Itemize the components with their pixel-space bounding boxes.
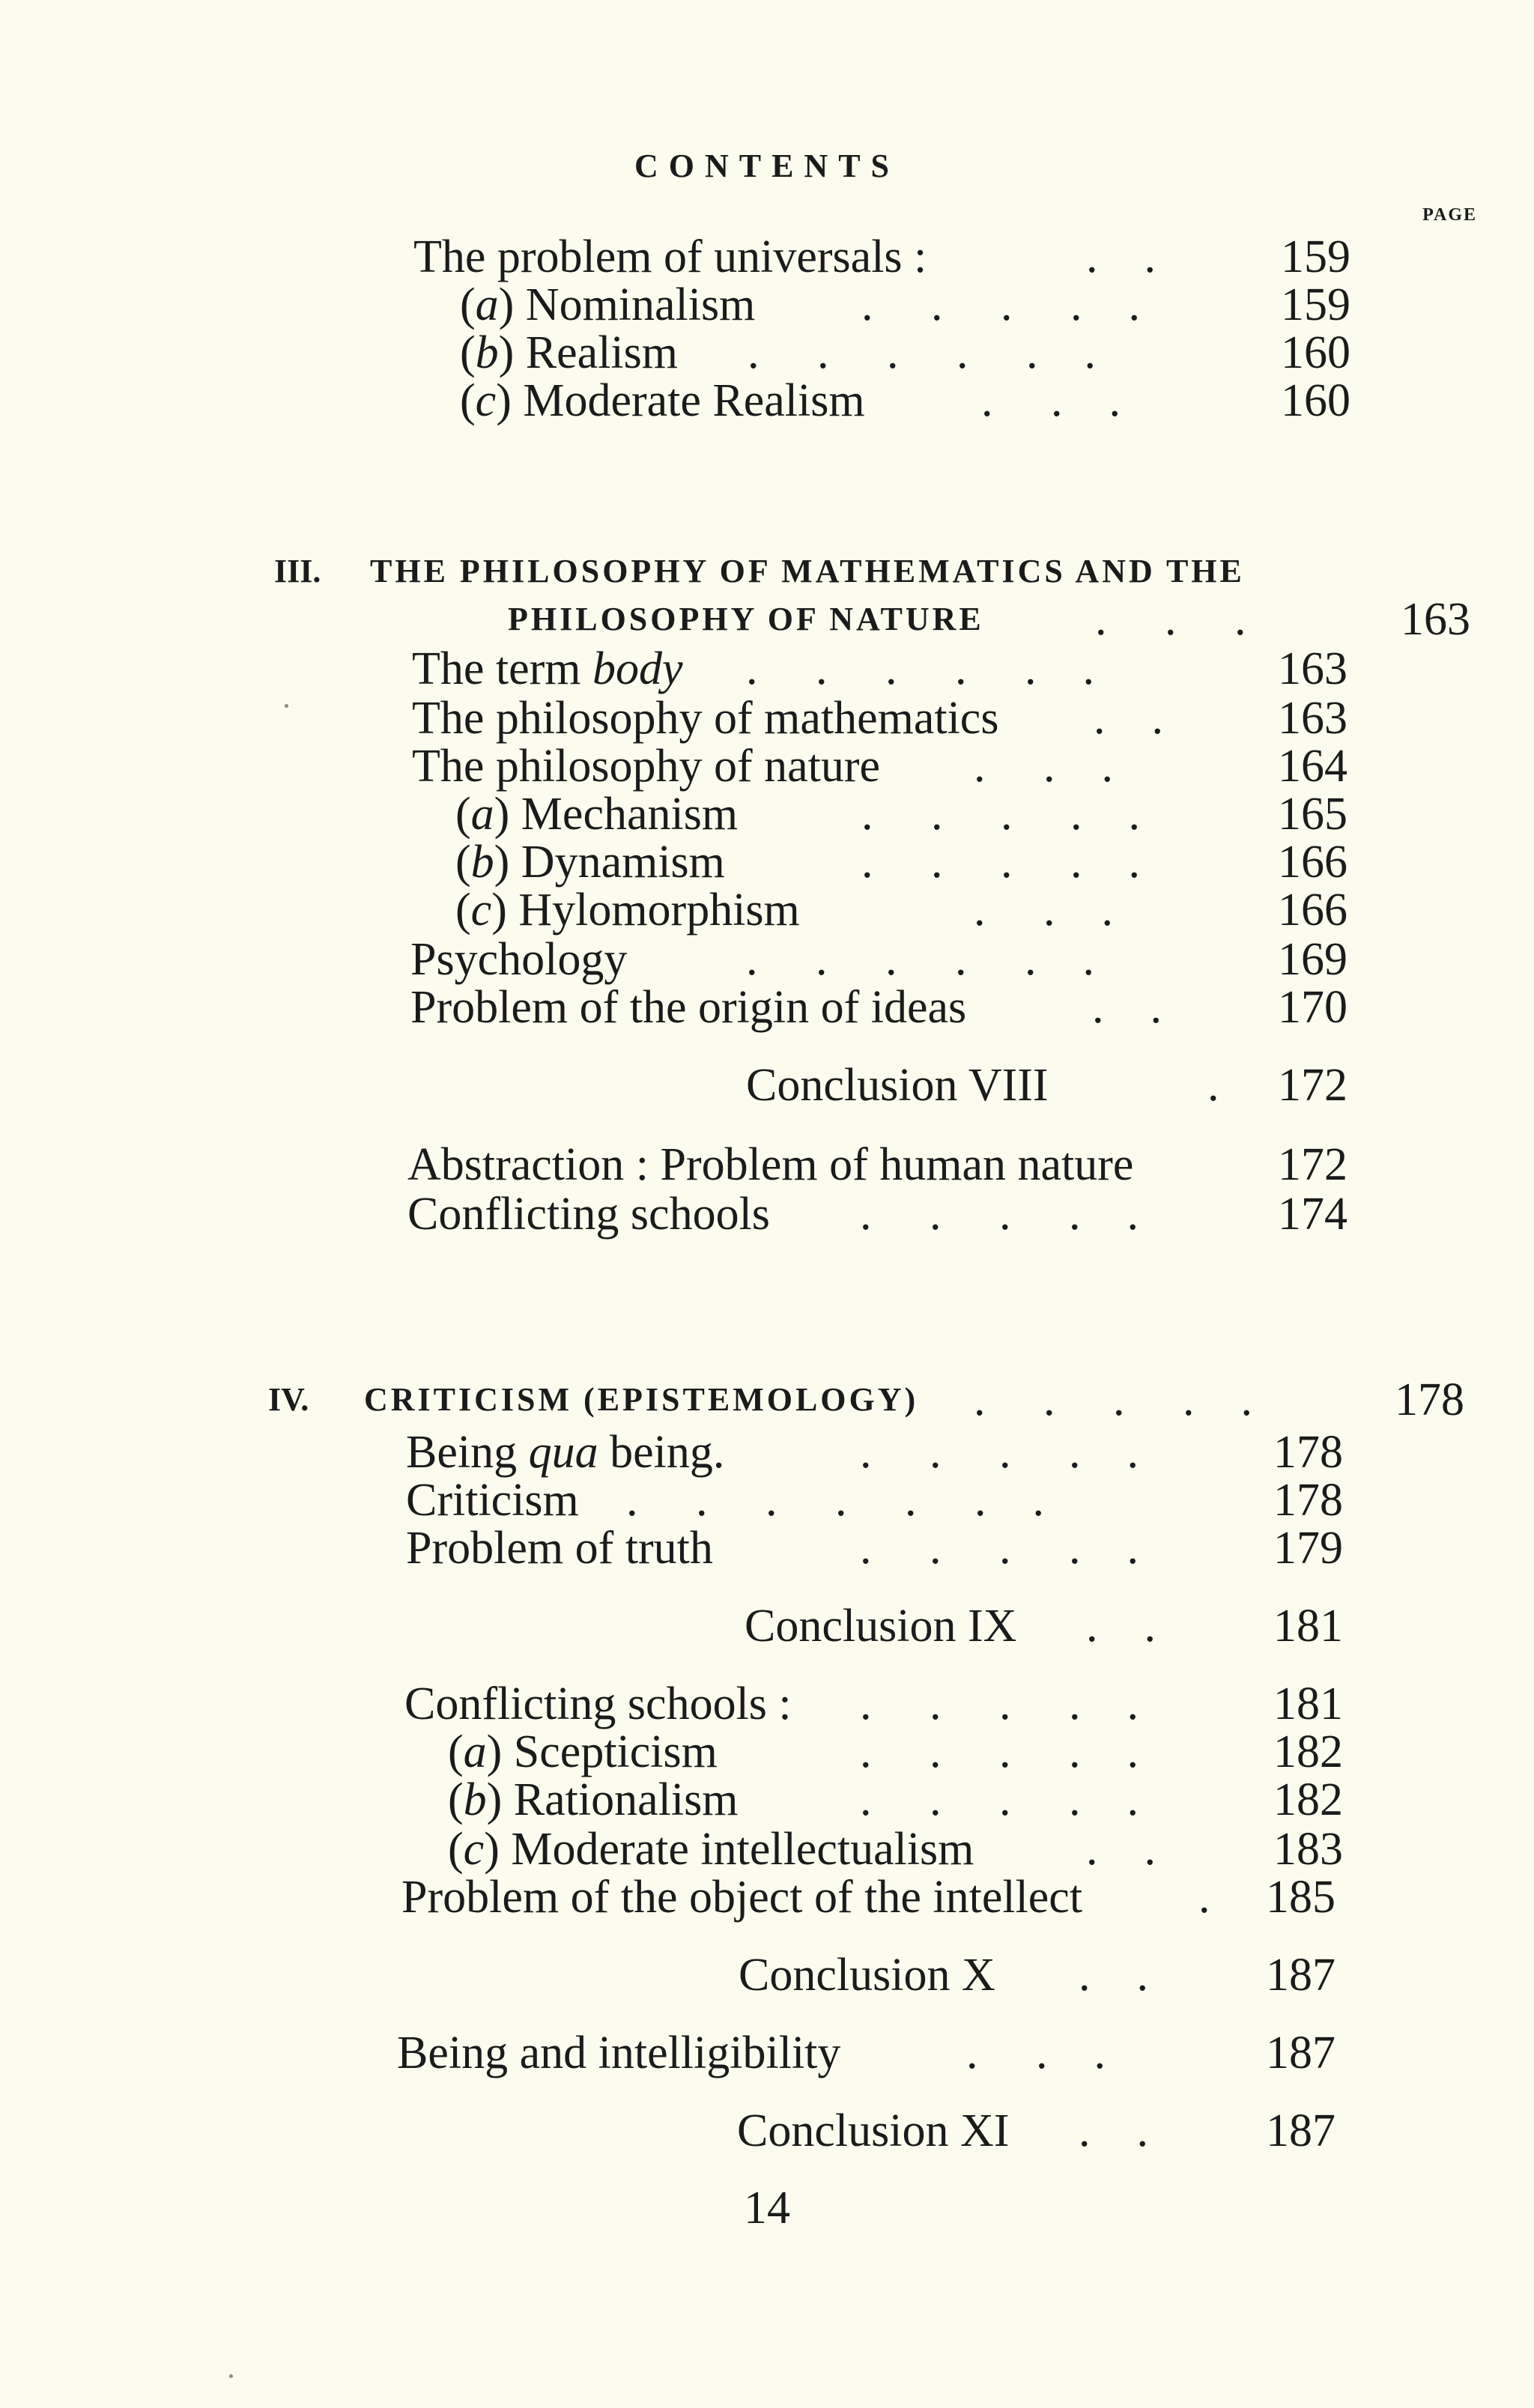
toc-entry: The problem of universals : [413, 231, 927, 282]
toc-entry: Criticism [406, 1475, 579, 1526]
toc-entry: Conflicting schools [407, 1189, 770, 1240]
toc-entry: Problem of the object of the intellect [401, 1872, 1083, 1923]
toc-page-number: 172 [1278, 1139, 1347, 1190]
toc-entry: Problem of truth [406, 1523, 713, 1574]
leader-dots: . . . . . [860, 1427, 1139, 1478]
section-title: PHILOSOPHY OF NATURE [508, 601, 984, 637]
section-page-number: 178 [1395, 1374, 1464, 1425]
leader-dots: . . [1092, 982, 1162, 1033]
leader-dots: . . . . . [860, 1523, 1139, 1574]
leader-dots: . . . . . . [748, 327, 1096, 378]
leader-dots: . . . . . [861, 279, 1140, 330]
toc-page-number: 187 [1266, 2028, 1336, 2078]
toc-entry: The philosophy of mathematics [412, 693, 999, 744]
toc-page-number: 172 [1278, 1060, 1347, 1111]
page-folio: 14 [744, 2183, 790, 2233]
toc-page-number: 185 [1266, 1872, 1336, 1923]
toc-page-number: 178 [1273, 1475, 1343, 1526]
toc-entry: (c) Moderate intellectualism [448, 1824, 974, 1875]
leader-dots: . . [1086, 1824, 1156, 1875]
leader-dots: . . . . . . [746, 643, 1094, 694]
leader-dots: . [1207, 1060, 1219, 1111]
section-page-number: 163 [1401, 594, 1470, 645]
toc-entry: (a) Mechanism [455, 789, 739, 840]
leader-dots: . . . . . . [746, 934, 1094, 985]
toc-page-number: 181 [1273, 1601, 1343, 1652]
leader-dots: . . . . . [860, 1726, 1139, 1777]
leader-dots: . . [1086, 1601, 1156, 1652]
leader-dots: . [1198, 1872, 1210, 1923]
toc-page-number: 181 [1273, 1678, 1343, 1729]
toc-page-number: 179 [1273, 1523, 1343, 1574]
toc-entry: The philosophy of nature [412, 741, 881, 792]
leader-dots: . . . . . [860, 1189, 1139, 1240]
toc-conclusion: Conclusion X [739, 1950, 995, 2001]
toc-page-number: 187 [1266, 2105, 1336, 2156]
section-numeral: IV. [268, 1381, 309, 1418]
leader-dots: . . . [974, 741, 1113, 792]
leader-dots: . . [1079, 2105, 1148, 2156]
leader-dots: . . . . . [861, 789, 1140, 840]
section-numeral: III. [274, 553, 321, 589]
toc-entry: Psychology [410, 934, 628, 985]
toc-page-number: 187 [1266, 1950, 1336, 2001]
leader-dots: . . . [974, 885, 1113, 935]
toc-entry: (c) Hylomorphism [455, 885, 800, 935]
scan-speck [229, 2374, 233, 2378]
toc-page-number: 159 [1281, 231, 1350, 282]
section-title: THE PHILOSOPHY OF MATHEMATICS AND THE [370, 553, 1245, 589]
toc-page-number: 166 [1278, 837, 1347, 888]
toc-page-number: 163 [1278, 693, 1347, 744]
toc-entry: (b) Dynamism [455, 837, 725, 888]
toc-entry: Problem of the origin of ideas [410, 982, 967, 1033]
toc-page-number: 159 [1281, 279, 1350, 330]
leader-dots: . . . . . [861, 837, 1140, 888]
toc-page-number: 166 [1278, 885, 1347, 935]
toc-page-number: 169 [1278, 934, 1347, 985]
toc-page-number: 160 [1281, 327, 1350, 378]
toc-conclusion: Conclusion XI [737, 2105, 1010, 2156]
toc-entry: (a) Nominalism [460, 279, 756, 330]
leader-dots: . . . . . [860, 1774, 1139, 1825]
toc-page-number: 165 [1278, 789, 1347, 840]
scan-speck [285, 704, 288, 708]
toc-entry: The term body [412, 643, 683, 694]
toc-entry: (c) Moderate Realism [460, 375, 865, 426]
toc-entry: Being qua being. [406, 1427, 725, 1478]
leader-dots: . . . . . . . [626, 1475, 1044, 1526]
leader-dots: . . [1086, 231, 1156, 282]
leader-dots: . . . [981, 375, 1121, 426]
leader-dots: . . . [1095, 594, 1246, 645]
toc-page-number: 170 [1278, 982, 1347, 1033]
leader-dots: . . . . . [974, 1374, 1252, 1425]
page-heading: CONTENTS [634, 148, 900, 184]
toc-page-number: 163 [1278, 643, 1347, 694]
toc-page-number: 174 [1278, 1189, 1347, 1240]
leader-dots: . . . . . [860, 1678, 1139, 1729]
toc-page-number: 182 [1273, 1774, 1343, 1825]
toc-page-number: 178 [1273, 1427, 1343, 1478]
leader-dots: . . [1094, 693, 1163, 744]
leader-dots: . . . [966, 2028, 1106, 2078]
leader-dots: . . [1079, 1950, 1148, 2001]
toc-entry: Abstraction : Problem of human nature [407, 1139, 1134, 1190]
toc-page-number: 160 [1281, 375, 1350, 426]
section-title: CRITICISM (EPISTEMOLOGY) [364, 1381, 919, 1418]
toc-entry: (b) Realism [460, 327, 678, 378]
toc-entry: Being and intelligibility [397, 2028, 841, 2078]
toc-page-number: 182 [1273, 1726, 1343, 1777]
toc-page-number: 164 [1278, 741, 1347, 792]
toc-conclusion: Conclusion IX [745, 1601, 1017, 1652]
toc-entry: (b) Rationalism [448, 1774, 739, 1825]
page-column-label: PAGE [1422, 205, 1477, 225]
toc-page-number: 183 [1273, 1824, 1343, 1875]
toc-conclusion: Conclusion VIII [746, 1060, 1049, 1111]
toc-entry: (a) Scepticism [448, 1726, 718, 1777]
toc-entry: Conflicting schools : [404, 1678, 792, 1729]
